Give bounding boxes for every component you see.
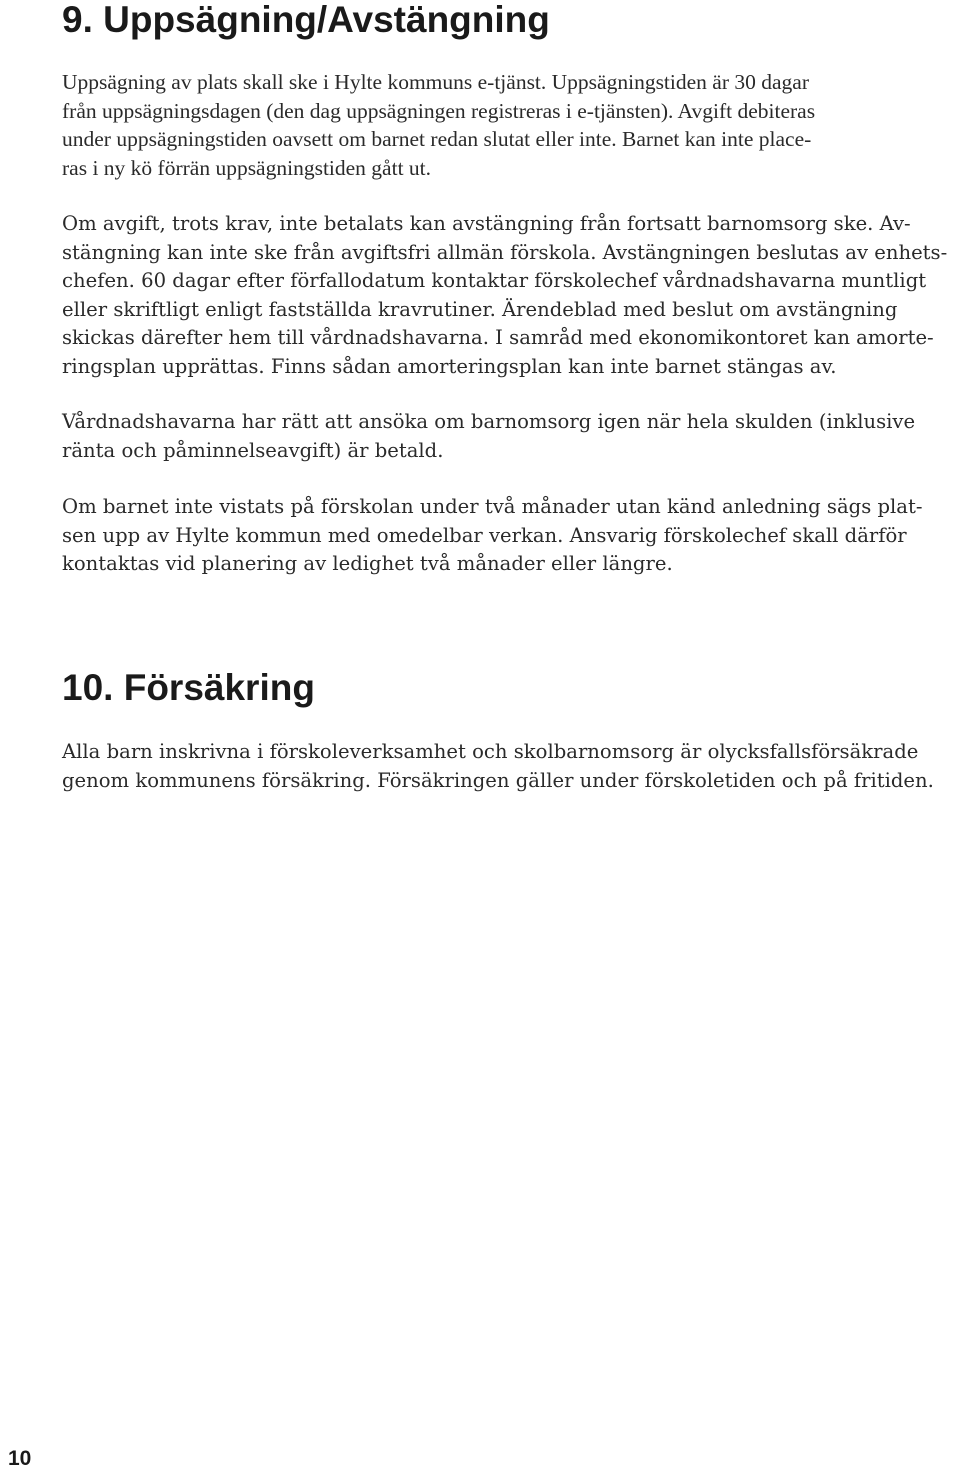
section-10-heading: 10. Försäkring [62, 667, 315, 708]
text-line: eller skriftligt enligt fastställda kravrutiner. Ärendeblad med beslut om avstängning [62, 297, 898, 321]
text-line: ringsplan upprättas. Finns sådan amorteringsplan kan inte barnet stängas av. [62, 354, 837, 378]
text-line: från uppsägningsdagen (den dag uppsägningen registreras i e-tjänsten). Avgift debiteras [62, 98, 816, 123]
text-line: Uppsägning av plats skall ske i Hylte kommuns e-tjänst. Uppsägningstiden är 30 dagar [62, 70, 809, 94]
text-line: Om avgift, trots krav, inte betalats kan avstängning från fortsatt barnomsorg ske. Av- [62, 212, 911, 235]
section-9-heading: 9. Uppsägning/Avstängning [62, 0, 550, 40]
text-line: under uppsägningstiden oavsett om barnet redan slutat eller inte. Barnet kan inte place- [62, 127, 812, 151]
text-line: kontaktas vid planering av ledighet två månader eller längre. [62, 552, 673, 575]
section-9-paragraph-3 [62, 408, 942, 465]
text-line: chefen. 60 dagar efter förfallodatum kontaktar förskolechef vårdnadshavarna muntligt [62, 269, 927, 292]
section-10-paragraph-1 [62, 738, 942, 795]
text-line: Vårdnadshavarna har rätt att ansöka om barnomsorg igen när hela skulden (inklusive [62, 410, 916, 433]
text-line: stängning kan inte ske från avgiftsfri allmän förskola. Avstängningen beslutas av enhets- [62, 240, 948, 264]
section-9-paragraph-2 [62, 210, 948, 381]
text-line: Om barnet inte vistats på förskolan under två månader utan känd anledning sägs plat- [62, 495, 923, 518]
text-line: ränta och påminnelseavgift) är betald. [62, 438, 444, 462]
page-number: 10 [8, 1447, 32, 1470]
text-line: ras i ny kö förrän uppsägningstiden gått ut. [62, 155, 432, 180]
section-9-paragraph-4 [62, 493, 942, 579]
text-line: Alla barn inskrivna i förskoleverksamhet och skolbarnomsorg är olycksfallsförsäkrade [62, 740, 919, 763]
text-line: genom kommunens försäkring. Försäkringen gäller under förskoletiden och på fritiden. [62, 768, 934, 792]
section-9-paragraph-1 [62, 68, 942, 182]
text-line: sen upp av Hylte kommun med omedelbar verkan. Ansvarig förskolechef skall därför [62, 523, 907, 547]
text-line: skickas därefter hem till vårdnadshavarna. I samråd med ekonomikontoret kan amorte- [62, 326, 934, 349]
